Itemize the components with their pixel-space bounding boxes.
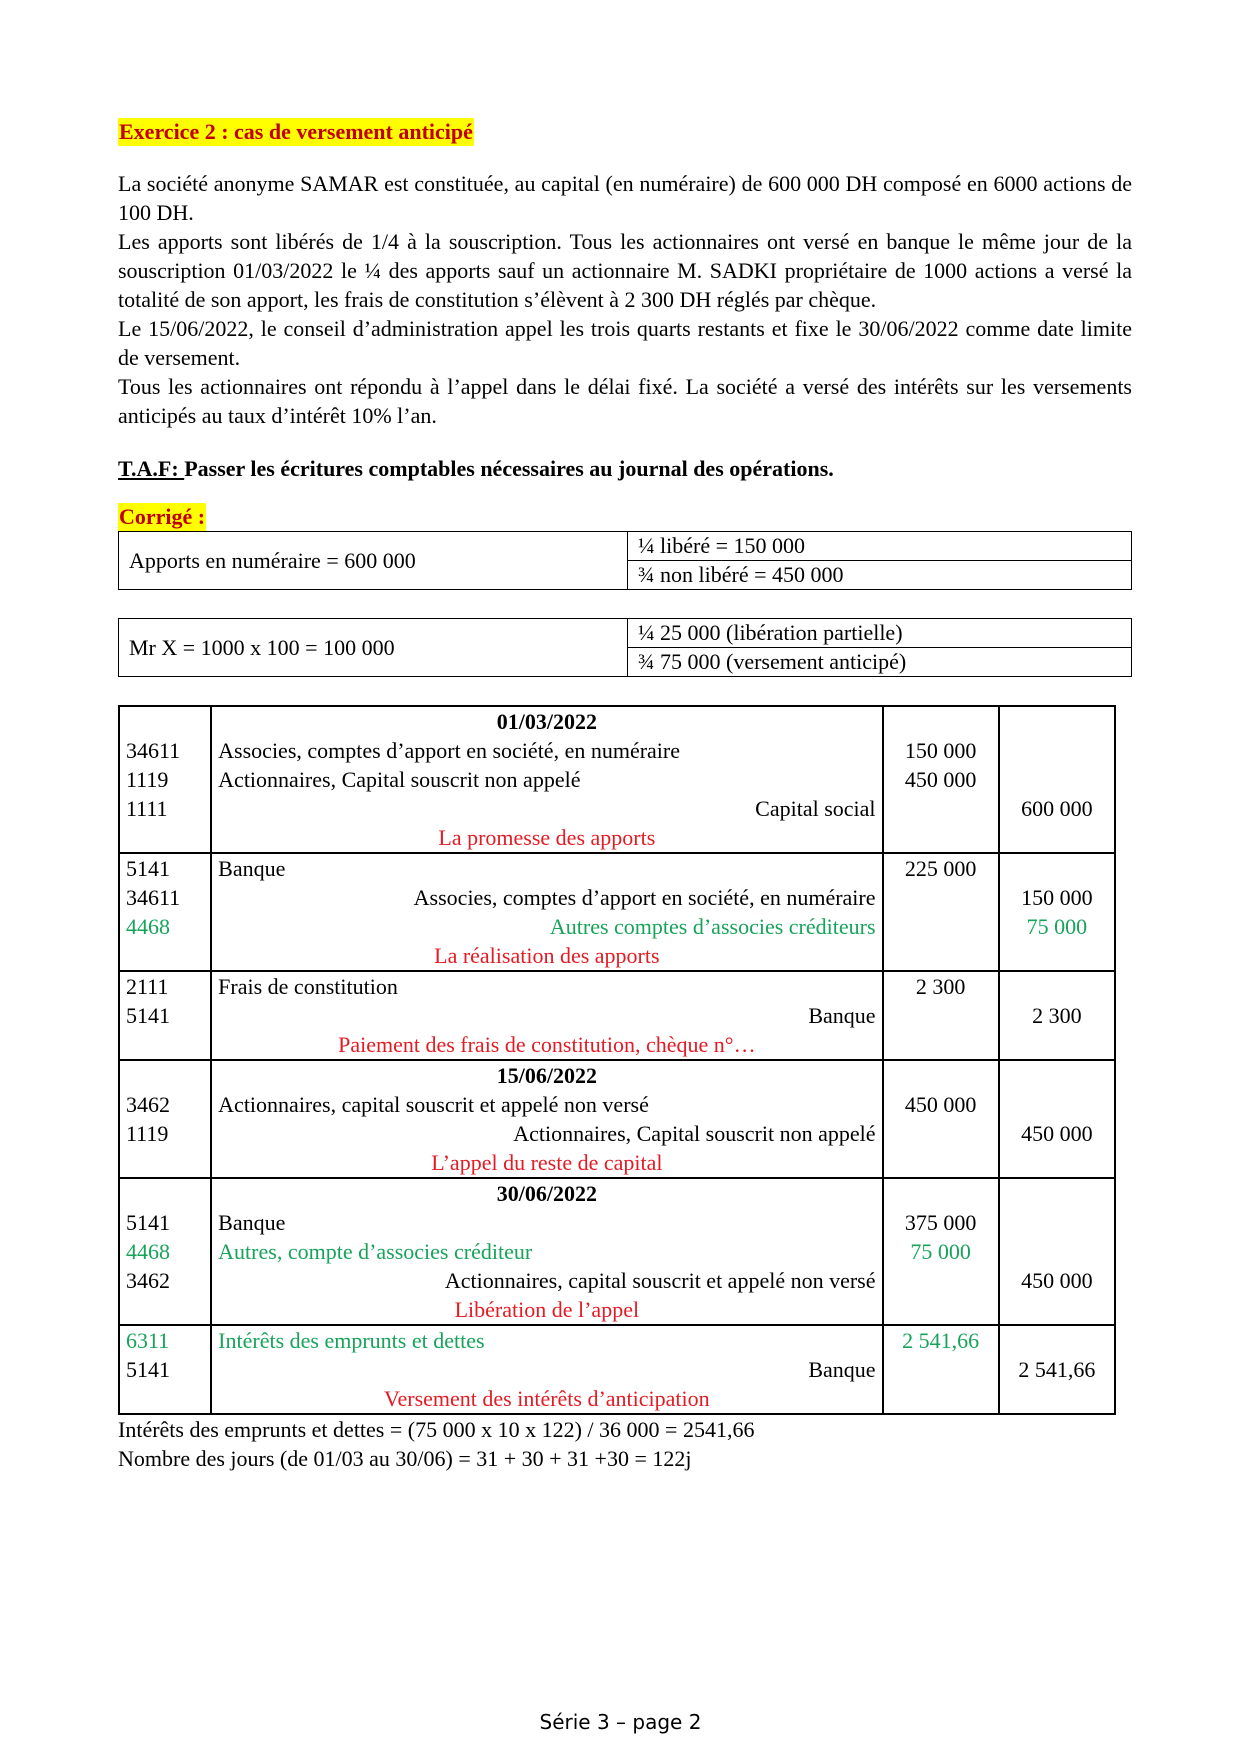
account-number: 2111	[126, 974, 169, 999]
credit-amount: 450 000	[1021, 1121, 1093, 1146]
account-number: 1119	[126, 1121, 169, 1146]
journal-entry	[119, 1325, 1115, 1414]
debit-amount: 2 541,66	[902, 1328, 980, 1353]
account-number: 5141	[126, 1003, 170, 1028]
entry-description: La promesse des apports	[438, 825, 656, 850]
summary-left: Mr X = 1000 x 100 = 100 000	[119, 619, 628, 677]
account-label: Associes, comptes d’apport en société, en numéraire	[413, 885, 876, 910]
entry-description: Libération de l’appel	[454, 1297, 640, 1322]
entry-date: 15/06/2022	[496, 1063, 597, 1088]
page-number: Série 3 – page 2	[539, 1710, 702, 1734]
statement-paragraph: Tous les actionnaires ont répondu à l’appel dans le délai fixé. La société a versé des intérêts sur les versements anticipés au taux d’intérêt 10% l’an.	[118, 374, 1132, 428]
statement-paragraph: Les apports sont libérés de 1/4 à la souscription. Tous les actionnaires ont versé en banque le même jour de la souscription 01/03/2022 le ¼ des apports sauf un actionnaire M. SADKI propriétaire de 1000 actions a versé la totalité de son apport, les frais de constitution s’élèvent à 2 300 DH réglés par chèque.	[118, 229, 1132, 312]
statement	[118, 169, 1132, 430]
account-number: 4468	[126, 914, 170, 939]
debit-amount: 75 000	[910, 1239, 971, 1264]
debit-amount: 375 000	[904, 1210, 977, 1235]
entry-date: 01/03/2022	[496, 709, 597, 734]
statement-paragraph: La société anonyme SAMAR est constituée, au capital (en numéraire) de 600 000 DH composé en 6000 actions de 100 DH.	[118, 171, 1132, 225]
account-label: Frais de constitution	[218, 974, 398, 999]
account-number: 34611	[126, 738, 181, 763]
account-number: 5141	[126, 856, 170, 881]
task-instruction	[118, 454, 1132, 483]
entry-description: Versement des intérêts d’anticipation	[384, 1386, 710, 1411]
account-label: Actionnaires, capital souscrit et appelé non versé	[444, 1268, 876, 1293]
summary-right: ¼ 25 000 (libération partielle)	[628, 619, 1132, 648]
account-number: 5141	[126, 1210, 170, 1235]
credit-amount: 150 000	[1021, 885, 1093, 910]
journal-entry	[119, 971, 1115, 1060]
account-label: Actionnaires, Capital souscrit non appelé	[218, 767, 581, 792]
credit-amount: 2 541,66	[1018, 1357, 1096, 1382]
document-page	[118, 118, 1132, 1473]
debit-amount: 450 000	[904, 767, 977, 792]
debit-amount: 2 300	[915, 974, 966, 999]
journal-entry	[119, 706, 1115, 853]
corrige-title: Corrigé :	[119, 504, 206, 529]
account-label: Actionnaires, Capital souscrit non appelé	[513, 1121, 876, 1146]
task-label: T.A.F:	[118, 456, 185, 481]
entry-description: L’appel du reste de capital	[431, 1150, 663, 1175]
journal-entry	[119, 1060, 1115, 1178]
summary-right: ¼ libéré = 150 000	[628, 532, 1132, 561]
footnote-interest: Intérêts des emprunts et dettes = (75 000 x 10 x 122) / 36 000 = 2541,66	[118, 1417, 755, 1442]
summary-table-apports	[118, 531, 1132, 590]
account-label: Banque	[808, 1003, 876, 1028]
account-label: Intérêts des emprunts et dettes	[218, 1328, 485, 1353]
summary-table-mrx	[118, 618, 1132, 677]
account-number: 34611	[126, 885, 181, 910]
footnote-days: Nombre des jours (de 01/03 au 30/06) = 31 + 30 + 31 +30 = 122j	[118, 1446, 692, 1471]
exercise-title: Exercice 2 : cas de versement anticipé	[119, 119, 473, 144]
debit-amount: 225 000	[904, 856, 977, 881]
account-label: Banque	[218, 856, 286, 881]
account-label: Actionnaires, capital souscrit et appelé non versé	[218, 1092, 649, 1117]
debit-amount: 450 000	[904, 1092, 977, 1117]
account-label: Banque	[218, 1210, 286, 1235]
entry-description: Paiement des frais de constitution, chèque n°…	[338, 1032, 756, 1057]
account-number: 6311	[126, 1328, 170, 1353]
account-label: Banque	[808, 1357, 876, 1382]
entry-description: La réalisation des apports	[434, 943, 660, 968]
account-number: 3462	[126, 1268, 170, 1293]
account-label: Autres, compte d’associes créditeur	[218, 1239, 533, 1264]
credit-amount: 2 300	[1032, 1003, 1082, 1028]
summary-right: ¾ non libéré = 450 000	[628, 561, 1132, 590]
account-number: 4468	[126, 1239, 170, 1264]
account-number: 1119	[126, 767, 169, 792]
task-text: Passer les écritures comptables nécessaires au journal des opérations.	[184, 456, 834, 481]
journal-table	[118, 705, 1116, 1415]
journal-entry	[119, 853, 1115, 971]
statement-paragraph: Le 15/06/2022, le conseil d’administration appel les trois quarts restants et fixe le 30/06/2022 comme date limite de versement.	[118, 316, 1132, 370]
account-label: Autres comptes d’associes créditeurs	[549, 914, 876, 939]
summary-right: ¾ 75 000 (versement anticipé)	[628, 648, 1132, 677]
entry-date: 30/06/2022	[496, 1181, 597, 1206]
summary-left: Apports en numéraire = 600 000	[119, 532, 628, 590]
account-number: 3462	[126, 1092, 170, 1117]
credit-amount: 450 000	[1021, 1268, 1093, 1293]
account-label: Capital social	[755, 796, 876, 821]
account-label: Associes, comptes d’apport en société, en numéraire	[218, 738, 681, 763]
credit-amount: 75 000	[1026, 914, 1088, 939]
account-number: 1111	[126, 796, 168, 821]
credit-amount: 600 000	[1021, 796, 1093, 821]
journal-entry	[119, 1178, 1115, 1325]
debit-amount: 150 000	[904, 738, 977, 763]
account-number: 5141	[126, 1357, 170, 1382]
